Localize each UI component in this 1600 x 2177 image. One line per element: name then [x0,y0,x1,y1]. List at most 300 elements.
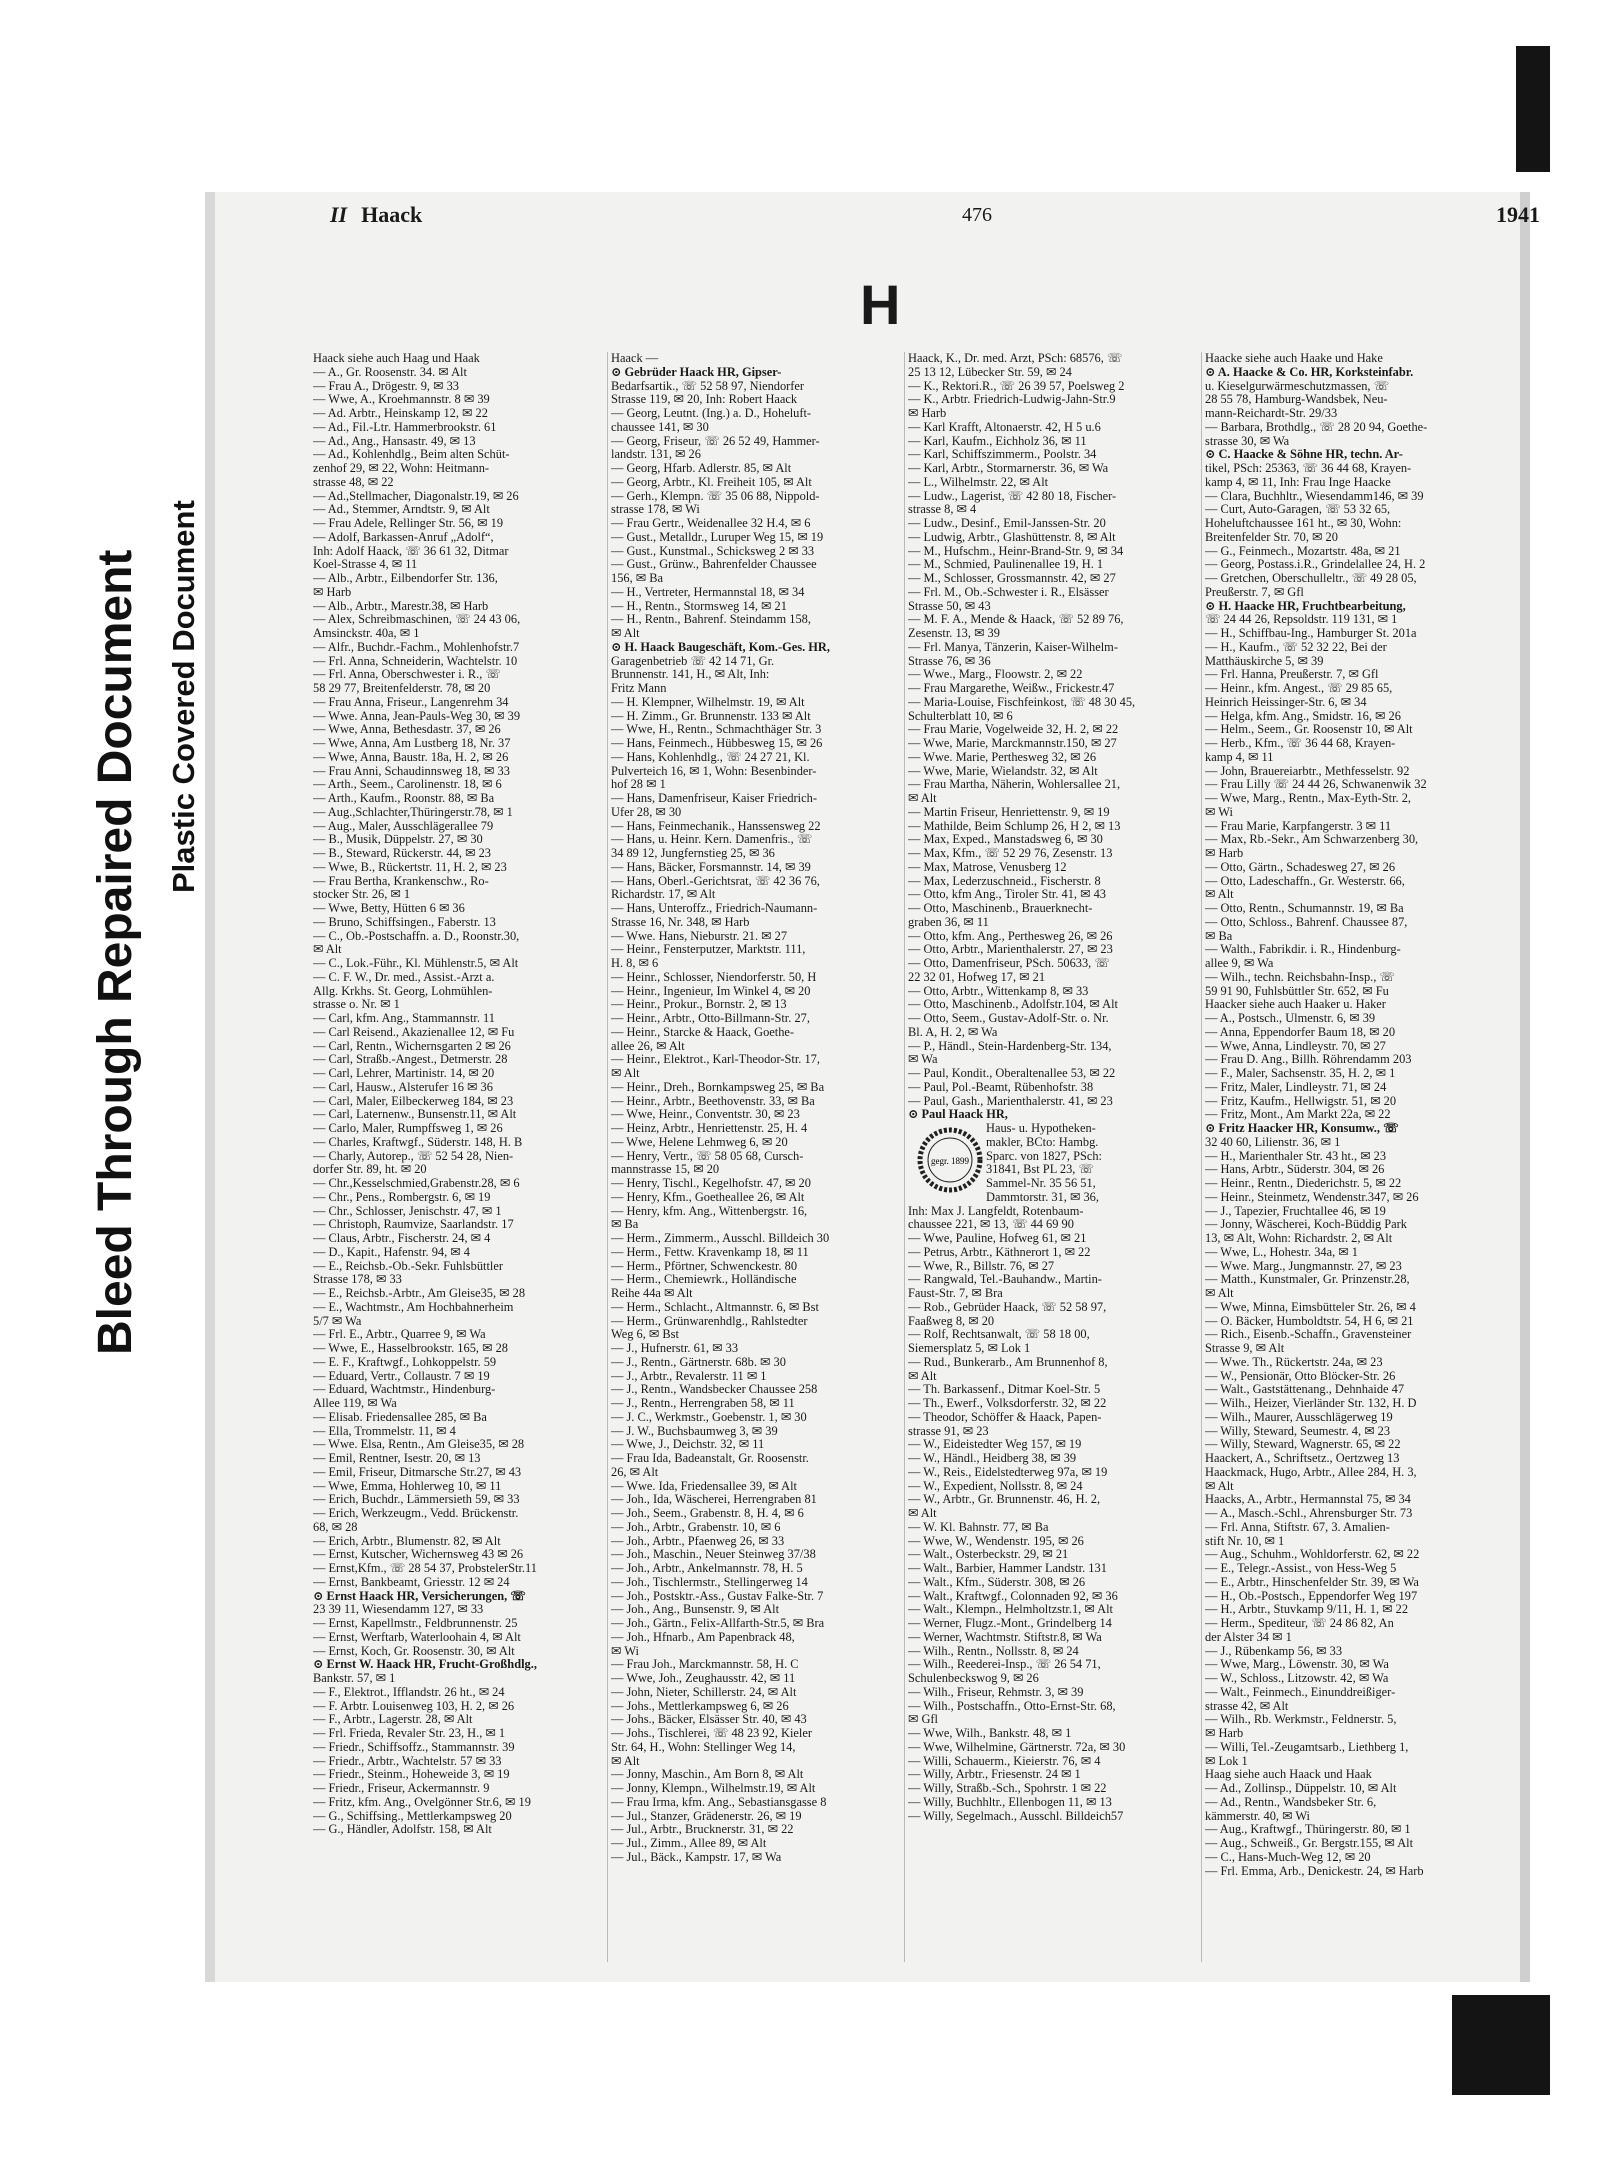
directory-entry-line: ⊙ Fritz Haacker HR, Konsumw., ☏ [1205,1122,1399,1135]
directory-entry-line: — Martin Friseur, Henriettenstr. 9, ✉ 19 [908,805,1110,819]
page-header [330,192,1540,236]
directory-entry-line: tikel, PSch: 25363, ☏ 36 44 68, Krayen- [1205,462,1412,475]
directory-entry-line: — Christoph, Raumvize, Saarlandstr. 17 [313,1218,514,1232]
directory-entry-line: 26, ✉ Alt [611,1465,659,1479]
section-letter: H [860,273,901,336]
directory-entry-line: ✉ Alt [908,1507,937,1520]
directory-entry-line: — Otto, Rentn., Schumannstr. 19, ✉ Ba [1205,902,1404,915]
directory-entry-line: — Max, Lederzuschneid., Fischerstr. 8 [908,874,1101,888]
directory-entry-line: — Aug., Schweiß., Gr. Bergstr.155, ✉ Alt [1205,1837,1414,1850]
directory-entry-line: Bankstr. 57, ✉ 1 [313,1672,396,1685]
directory-entry-line: — Walt., Klempn., Helmholtzstr.1, ✉ Alt [908,1603,1113,1617]
directory-entry-line: ✉ Alt [1205,1287,1234,1300]
directory-entry-line: — Carl, Straßb.-Angest., Detmerstr. 28 [313,1053,508,1067]
directory-entry-line: — Joh., Maschin., Neuer Steinweg 37/38 [611,1548,816,1562]
directory-entry-line: — J., Rentn., Wandsbecker Chaussee 258 [611,1383,818,1397]
directory-entry-line: ✉ Wa [908,1053,938,1067]
directory-entry-line: — Frau Martha, Näherin, Wohlersallee 21, [908,778,1121,792]
directory-entry-line: — Willi, Schauerm., Kieierstr. 76, ✉ 4 [908,1754,1101,1768]
directory-entry-line: — Herm., Pförtner, Schwenckestr. 80 [611,1259,798,1273]
directory-entry-line: Haack siehe auch Haag und Haak [313,352,480,365]
directory-entry-line: — Eduard, Vertr., Collaustr. 7 ✉ 19 [313,1369,490,1383]
directory-entry-line: stift Nr. 10, ✉ 1 [1205,1534,1285,1548]
directory-entry-line: — Barbara, Brothdlg., ☏ 28 20 94, Goethe- [1205,420,1428,434]
directory-entry-line: — C., Hans-Much-Weg 12, ✉ 20 [1205,1850,1371,1864]
directory-entry-line: mannstrasse 15, ✉ 20 [611,1163,720,1177]
directory-entry-line: dorfer Str. 89, ht. ✉ 20 [313,1163,427,1177]
directory-entry-line: — Wwe. Hans, Nieburstr. 21. ✉ 27 [611,929,788,943]
directory-entry-line: Schulterblatt 10, ✉ 6 [908,709,1013,723]
directory-entry-line: — Max, Matrose, Venusberg 12 [908,860,1067,874]
directory-entry-line: — Claus, Arbtr., Fischerstr. 24, ✉ 4 [313,1232,491,1245]
directory-entry-line: ✉ Harb [313,585,352,599]
directory-entry-line: 22 32 01, Hofweg 17, ✉ 21 [908,970,1046,984]
directory-entry-line: — H., Rentn., Bahrenf. Steindamm 158, [611,613,811,627]
directory-entry-line: — Wilh., Postschaffn., Otto-Ernst-Str. 68, [908,1699,1116,1713]
directory-entry-line: — Frau Bertha, Krankenschw., Ro- [313,874,489,888]
directory-entry-line: — Max, Kfm., ☏ 52 29 76, Zesenstr. 13 [908,847,1113,860]
directory-entry-line: — Arth., Kaufm., Roonstr. 88, ✉ Ba [313,792,495,805]
directory-entry-line: — Alb., Arbtr., Marestr.38, ✉ Harb [313,599,489,613]
directory-entry-line: — Walt., Kfm., Süderstr. 308, ✉ 26 [908,1575,1086,1589]
directory-entry-line: Koel-Strasse 4, ✉ 11 [313,558,418,572]
directory-entry-line: — P., Händl., Stein-Hardenberg-Str. 134, [908,1039,1112,1053]
directory-entry-line: ✉ Harb [1205,847,1244,860]
directory-entry-line: — A., Postsch., Ulmenstr. 6, ✉ 39 [1205,1012,1376,1025]
directory-column-1 [310,352,607,1962]
directory-entry-line: kämmerstr. 40, ✉ Wi [1205,1809,1310,1823]
directory-entry-line: — Henry, Vertr., ☏ 58 05 68, Cursch- [611,1149,804,1163]
directory-entry-line: — Rud., Bunkerarb., Am Brunnenhof 8, [908,1355,1108,1369]
directory-entry-line: — Erich, Arbtr., Blumenstr. 82, ✉ Alt [313,1534,501,1548]
directory-entry-line: — Emil, Friseur, Ditmarsche Str.27, ✉ 43 [313,1465,522,1479]
directory-entry-line: — Aug., Maler, Ausschlägerallee 79 [313,819,494,833]
directory-entry-line: — Ad., Kohlenhdlg., Beim alten Schüt- [313,448,510,462]
directory-entry-line: — Joh., Ang., Bunsenstr. 9, ✉ Alt [611,1603,780,1617]
directory-entry-line: — Frl. Anna, Schneiderin, Wachtelstr. 10 [313,654,518,668]
directory-entry-line: — Fritz, kfm. Ang., Ovelgönner Str.6, ✉ 19 [313,1795,531,1809]
directory-page [215,192,1540,1982]
directory-entry-line: Bl. A, H. 2, ✉ Wa [908,1025,998,1039]
directory-entry-line: 5/7 ✉ Wa [313,1314,362,1328]
directory-entry-line: Haacks, A., Arbtr., Hermannstal 75, ✉ 34 [1205,1493,1411,1507]
directory-entry-line: — H., Arbtr., Stuvkamp 9/11, H. 1, ✉ 22 [1205,1603,1409,1617]
directory-entry-line: — Anna, Eppendorfer Baum 18, ✉ 20 [1205,1025,1396,1039]
directory-entry-line: — Heinr., Dreh., Bornkampsweg 25, ✉ Ba [611,1080,825,1094]
directory-entry-line: — Willy, Steward, Wagnerstr. 65, ✉ 22 [1205,1438,1401,1452]
directory-entry-line: — Wwe, Marg., Löwenstr. 30, ✉ Wa [1205,1658,1389,1672]
directory-entry-line: — H., Ob.-Postsch., Eppendorfer Weg 197 [1205,1589,1418,1603]
directory-entry-line: — Frl. Hanna, Preußerstr. 7, ✉ Gfl [1205,668,1379,682]
directory-entry-line: — Otto, Arbtr., Wittenkamp 8, ✉ 33 [908,984,1089,998]
directory-entry-line: — Walt., Osterbeckstr. 29, ✉ 21 [908,1548,1069,1562]
page-number: 476 [962,204,992,226]
directory-entry-line: ⊙ Gebrüder Haack HR, Gipser- [611,365,782,379]
directory-entry-line: — W., Pensionär, Otto Blöcker-Str. 26 [1205,1369,1396,1383]
directory-entry-line: — M., Schmied, Paulinenallee 19, H. 1 [908,558,1104,572]
directory-entry-line: — Otto, Maschinenb., Adolfstr.104, ✉ Alt [908,998,1119,1012]
directory-entry-line: ✉ Alt [1205,888,1234,902]
directory-entry-line: — Frl. Manya, Tänzerin, Kaiser-Wilhelm- [908,640,1118,654]
directory-entry-line: kamp 4, ✉ 11, Inh: Frau Inge Haacke [1205,475,1391,489]
directory-entry-line: — E., Telegr.-Assist., von Hess-Weg 5 [1205,1562,1397,1575]
directory-entry-line: 59 91 90, Fuhlsbüttler Str. 652, ✉ Fu [1205,984,1389,998]
directory-entry-line: — Wwe, R., Billstr. 76, ✉ 27 [908,1259,1055,1273]
directory-entry-line: — John, Nieter, Schillerstr. 24, ✉ Alt [611,1685,797,1699]
directory-entry-line: — Wwe, L., Hohestr. 34a, ✉ 1 [1205,1245,1358,1259]
directory-entry-line: — E., Wachtmstr., Am Hochbahnerheim [313,1300,514,1314]
directory-entry-line: — Werner, Flugz.-Mont., Grindelberg 14 [908,1617,1112,1630]
directory-entry-line: — Willi, Tel.-Zeugamtsarb., Liethberg 1, [1205,1740,1409,1754]
directory-entry-line: ✉ Ba [611,1218,639,1232]
directory-entry-line: — Wwe, Wilhelmine, Gärtnerstr. 72a, ✉ 30 [908,1740,1126,1754]
directory-entry-line: der Alster 34 ✉ 1 [1205,1630,1292,1644]
directory-entry-line: — Carl, Maler, Eilbeckerweg 184, ✉ 23 [313,1094,514,1108]
directory-entry-line: — E., Reichsb.-Arbtr., Am Gleise35, ✉ 28 [313,1287,526,1300]
plastic-covered-label: Plastic Covered Document [166,500,201,893]
directory-entry-line: — Hans, Feinmech., Hübbesweg 15, ✉ 26 [611,737,823,750]
directory-entry-line: — H., Rentn., Stormsweg 14, ✉ 21 [611,599,787,613]
directory-entry-line: — G., Schiffsing., Mettlerkampsweg 20 [313,1809,512,1823]
directory-entry-line: — Wwe, Heinr., Conventstr. 30, ✉ 23 [611,1108,800,1122]
directory-entry-line: — Herm., Spediteur, ☏ 24 86 82, An [1205,1617,1394,1630]
directory-entry-line: Schulenbeckswog 9, ✉ 26 [908,1672,1039,1685]
directory-entry-line: Breitenfelder Str. 70, ✉ 20 [1205,530,1338,544]
directory-entry-line: — Joh., Postsktr.-Ass., Gustav Falke-Str. 7 [611,1589,824,1603]
directory-entry-line: Faaßweg 8, ✉ 20 [908,1314,995,1328]
directory-entry-line: Haus- u. Hypotheken- [986,1122,1096,1135]
directory-entry-line: — F., Arbtr., Lagerstr. 28, ✉ Alt [313,1713,473,1727]
directory-entry-line: — Frau Irma, kfm. Ang., Sebastiansgasse 8 [611,1795,827,1809]
scan-black-bar-bottom [1452,1995,1550,2095]
directory-entry-line: — Emil, Rentner, Isestr. 20, ✉ 13 [313,1452,481,1465]
directory-entry-line: — Joh., Arbtr., Ankelmannstr. 78, H. 5 [611,1562,803,1575]
directory-entry-line: — Wilh., Rentn., Nollsstr. 8, ✉ 24 [908,1644,1079,1658]
directory-entry-line: — F. Arbtr. Louisenweg 103, H. 2, ✉ 26 [313,1699,515,1713]
directory-entry-line: Allee 119, ✉ Wa [313,1397,397,1410]
directory-entry-line: — H., Kaufm., ☏ 52 32 22, Bei der [1205,640,1387,654]
directory-entry-line: — Hans, Arbtr., Süderstr. 304, ✉ 26 [1205,1163,1385,1177]
directory-entry-line: — Frl. Frieda, Revaler Str. 23, H., ✉ 1 [313,1727,506,1740]
directory-entry-line: — Wwe, Marie, Wielandstr. 32, ✉ Alt [908,764,1098,778]
directory-entry-line: — Wwe, A., Kroehmannstr. 8 ✉ 39 [313,393,490,407]
directory-column-3 [904,352,1201,1962]
directory-entry-line: — Wwe, Pauline, Hofweg 61, ✉ 21 [908,1232,1087,1245]
directory-entry-line: — Otto, kfm. Ang., Perthesweg 26, ✉ 26 [908,929,1113,943]
directory-entry-line: — Jonny, Klempn., Wilhelmstr.19, ✉ Alt [611,1782,816,1795]
directory-entry-line: — H., Vertreter, Hermannstal 18, ✉ 34 [611,585,805,599]
directory-entry-line: — Clara, Buchhltr., Wiesendamm146, ✉ 39 [1205,489,1424,503]
directory-entry-line: — Ludw., Lagerist, ☏ 42 80 18, Fischer- [908,489,1117,503]
directory-entry-line: — Gretchen, Oberschulleltr., ☏ 49 28 05, [1205,572,1417,585]
directory-entry-line: — E., Arbtr., Hinschenfelder Str. 39, ✉ Wa [1205,1575,1419,1589]
directory-entry-line: — Herm., Schlacht., Altmannstr. 6, ✉ Bst [611,1300,819,1314]
directory-entry-line: Strasse 9, ✉ Alt [1205,1342,1285,1355]
directory-entry-line: allee 26, ✉ Alt [611,1039,685,1053]
directory-entry-line: — J., Rentn., Herrengraben 58, ✉ 11 [611,1397,795,1410]
directory-entry-line: Strasse 76, ✉ 36 [908,654,991,668]
directory-entry-line: Amsinckstr. 40a, ✉ 1 [313,627,420,640]
directory-entry-line: — K., Rektori.R., ☏ 26 39 57, Poelsweg 2 [908,379,1125,393]
directory-entry-line: zenhof 29, ✉ 22, Wohn: Heitmann- [313,462,490,475]
directory-entry-line: — Hans, Feinmechanik., Hanssensweg 22 [611,819,821,833]
directory-entry-line: ⊙ C. Haacke & Söhne HR, techn. Ar- [1205,448,1403,462]
directory-entry-line: — Walth., Fabrikdir. i. R., Hindenburg- [1205,943,1401,957]
directory-entry-line: chaussee 141, ✉ 30 [611,420,709,434]
directory-entry-line: 13, ✉ Alt, Wohn: Richardstr. 2, ✉ Alt [1205,1232,1393,1245]
directory-entry-line: — Otto, Damenfriseur, PSch. 50633, ☏ [908,957,1110,970]
directory-entry-line: — H., Schiffbau-Ing., Hamburger St. 201a [1205,627,1417,640]
directory-entry-line: — F., Maler, Sachsenstr. 35, H. 2, ✉ 1 [1205,1067,1396,1080]
directory-entry-line: — Georg, Leutnt. (Ing.) a. D., Hoheluft- [611,407,812,420]
directory-entry-line: — Johs., Tischlerei, ☏ 48 23 92, Kieler [611,1727,813,1740]
directory-entry-line: — Ad., Ang., Hansastr. 49, ✉ 13 [313,434,476,448]
directory-entry-line: — John, Brauereiarbtr., Methfesselstr. 92 [1205,764,1410,778]
directory-entry-line: Garagenbetrieb ☏ 42 14 71, Gr. [611,654,775,668]
directory-entry-line: Fritz Mann [611,682,667,695]
directory-entry-line: — Otto, Schloss., Bahrenf. Chaussee 87, [1205,915,1408,929]
directory-entry-line: — Frl. M., Ob.-Schwester i. R., Elsässer [908,585,1109,599]
directory-entry-line: ✉ Wi [1205,805,1233,819]
directory-entry-line: — Karl, Arbtr., Stormarnerstr. 36, ✉ Wa [908,462,1109,475]
directory-entry-line: — Georg, Hfarb. Adlerstr. 85, ✉ Alt [611,462,792,475]
directory-entry-line: Richardstr. 17, ✉ Alt [611,888,716,902]
directory-entry-line: — Carl, Rentn., Wichernsgarten 2 ✉ 26 [313,1039,511,1053]
page-year: 1941 [1496,202,1540,227]
directory-entry-line: — Max, Rb.-Sekr., Am Schwarzenberg 30, [1205,833,1419,847]
directory-entry-line: hof 28 ✉ 1 [611,778,666,792]
directory-entry-line: — Chr., Pens., Rombergstr. 6, ✉ 19 [313,1190,491,1204]
directory-entry-line: Inh: Adolf Haack, ☏ 36 61 32, Ditmar [313,544,509,558]
directory-entry-line: Bedarfsartik., ☏ 52 58 97, Niendorfer [611,379,805,393]
directory-entry-line: — W., Reis., Eidelstedterweg 97a, ✉ 19 [908,1465,1108,1479]
directory-entry-line: — Frau Ida, Badeanstalt, Gr. Roosenstr. [611,1452,809,1465]
directory-entry-line: — Frau A., Drögestr. 9, ✉ 33 [313,379,459,393]
directory-entry-line: u. Kieselgurwärmeschutzmassen, ☏ [1205,379,1390,393]
directory-entry-line: — Georg, Postass.i.R., Grindelallee 24, H. 2 [1205,558,1426,572]
directory-entry-line: — Wwe, Helene Lehmweg 6, ✉ 20 [611,1135,788,1149]
directory-entry-line: — Wwe, W., Wendenstr. 195, ✉ 26 [908,1534,1084,1548]
directory-entry-line: — Karl Krafft, Altonaerstr. 42, H 5 u.6 [908,420,1101,434]
directory-entry-line: — Frau Anna, Friseur., Langenrehm 34 [313,695,509,709]
directory-entry-line: — Wwe, H., Rentn., Schmachthäger Str. 3 [611,723,822,737]
directory-entry-line: — Joh., Seem., Grabenstr. 8, H. 4, ✉ 6 [611,1507,804,1520]
directory-entry-line: ✉ Alt [611,627,640,640]
directory-entry-line: — Elisab. Friedensallee 285, ✉ Ba [313,1410,487,1424]
directory-entry-line: — Herm., Chemiewrk., Holländische [611,1273,797,1287]
directory-entry-line: — Wwe, B., Rückertstr. 11, H. 2, ✉ 23 [313,860,507,874]
directory-entry-line: — Willy, Buchhltr., Ellenbogen 11, ✉ 13 [908,1795,1112,1809]
directory-entry-line: — Aug., Kraftwgf., Thüringerstr. 80, ✉ 1 [1205,1823,1411,1837]
directory-entry-line: — W., Expedient, Nollsstr. 8, ✉ 24 [908,1479,1083,1493]
directory-entry-line: — Heinr., Starcke & Haack, Goethe- [611,1025,795,1039]
directory-entry-line: — Wwe, Minna, Eimsbütteler Str. 26, ✉ 4 [1205,1300,1416,1314]
directory-entry-line: — E., Reichsb.-Ob.-Sekr. Fuhlsbüttler [313,1259,503,1273]
directory-entry-line: — Jonny, Maschin., Am Born 8, ✉ Alt [611,1768,804,1782]
directory-entry-line: — Paul, Kondit., Oberaltenallee 53, ✉ 22 [908,1067,1116,1080]
directory-entry-line: — Frau Adele, Rellinger Str. 56, ✉ 19 [313,517,504,530]
directory-entry-line: 28 55 78, Hamburg-Wandsbek, Neu- [1205,393,1388,407]
directory-entry-line: — Jul., Zimm., Allee 89, ✉ Alt [611,1837,767,1850]
volume-number: II [330,202,348,227]
directory-entry-line: — Wwe, Anna, Lindleystr. 70, ✉ 27 [1205,1039,1386,1053]
directory-entry-line: — Henry, Kfm., Goetheallee 26, ✉ Alt [611,1190,805,1204]
directory-entry-line: — Wwe, J., Deichstr. 32, ✉ 11 [611,1438,765,1452]
directory-entry-line: H. 8, ✉ 6 [611,957,659,970]
directory-entry-line: — J. W., Buchsbaumweg 3, ✉ 39 [611,1424,778,1438]
directory-entry-line: — Hans, Unteroffz., Friedrich-Naumann- [611,902,818,915]
directory-entry-line: — Frau Anni, Schaudinnsweg 18, ✉ 33 [313,764,510,778]
directory-entry-line: ✉ Lok 1 [1205,1754,1248,1768]
directory-entry-line: — G., Händler, Adolfstr. 158, ✉ Alt [313,1823,492,1837]
directory-entry-line: — Ludwig, Arbtr., Glashüttenstr. 8, ✉ Alt [908,530,1116,544]
directory-entry-line: — Ella, Trommelstr. 11, ✉ 4 [313,1424,456,1438]
directory-entry-line: — Otto, kfm Ang., Tiroler Str. 41, ✉ 43 [908,888,1106,902]
directory-entry-line: — Wwe, Marie, Marckmannstr.150, ✉ 27 [908,737,1117,750]
directory-entry-line: Inh: Max J. Langfeldt, Rotenbaum- [908,1204,1084,1218]
directory-entry-line: 68, ✉ 28 [313,1520,358,1534]
directory-entry-line: — Charly, Autorep., ☏ 52 54 28, Nien- [313,1149,514,1163]
directory-entry-line: — C., Ob.-Postschaffn. a. D., Roonstr.30, [313,929,520,943]
directory-entry-line: — M. F. A., Mende & Haack, ☏ 52 89 76, [908,613,1124,627]
directory-entry-line: — M., Schlosser, Grossmannstr. 42, ✉ 27 [908,572,1116,585]
directory-entry-line: — Jul., Arbtr., Brucknerstr. 31, ✉ 22 [611,1823,794,1837]
directory-entry-line: — Ad. Arbtr., Heinskamp 12, ✉ 22 [313,407,488,420]
directory-entry-line: — Rangwald, Tel.-Bauhandw., Martin- [908,1273,1102,1287]
directory-entry-line: ✉ Alt [908,1369,937,1383]
directory-entry-line: — Heinr., Ingenieur, Im Winkel 4, ✉ 20 [611,984,811,998]
directory-entry-line: — H. Klempner, Wilhelmstr. 19, ✉ Alt [611,695,805,709]
directory-entry-line: — Jonny, Wäscherei, Koch-Büddig Park [1205,1218,1407,1232]
directory-entry-line: — Heinr., Rentn., Diederichstr. 5, ✉ 22 [1205,1177,1402,1190]
directory-entry-line: — Otto, Ladeschaffn., Gr. Westerstr. 66, [1205,874,1405,888]
directory-entry-line: — Carl, Laternenw., Bunsenstr.11, ✉ Alt [313,1108,517,1122]
directory-entry-line: Reihe 44a ✉ Alt [611,1287,693,1300]
directory-entry-line: — J. C., Werkmstr., Goebenstr. 1, ✉ 30 [611,1410,807,1424]
directory-entry-line: — Carl Reisend., Akazienallee 12, ✉ Fu [313,1025,515,1039]
directory-entry-line: ✉ Alt [611,1754,640,1768]
directory-entry-line: — Frl. E., Arbtr., Quarree 9, ✉ Wa [313,1328,486,1342]
directory-entry-line: Sparc. von 1827, PSch: [986,1149,1102,1163]
directory-entry-line: Weg 6, ✉ Bst [611,1328,679,1342]
directory-entry-line: landstr. 131, ✉ 26 [611,448,701,462]
seal-text: gegr. 1899 [931,1156,969,1166]
directory-entry-line: — Wwe, Marg., Rentn., Max-Eyth-Str. 2, [1205,792,1412,805]
directory-entry-line: — W. Kl. Bahnstr. 77, ✉ Ba [908,1520,1049,1534]
directory-entry-line: Heinrich Heissinger-Str. 6, ✉ 34 [1205,695,1367,709]
directory-entry-line: — Walt., Kraftwgf., Colonnaden 92, ✉ 36 [908,1589,1118,1603]
directory-entry-line: — Chr., Schlosser, Jenischstr. 47, ✉ 1 [313,1204,502,1218]
directory-entry-line: ⊙ A. Haacke & Co. HR, Korksteinfabr. [1205,365,1414,379]
directory-entry-line: — A., Masch.-Schl., Ahrensburger Str. 73 [1205,1507,1413,1520]
directory-entry-line: Matthäuskirche 5, ✉ 39 [1205,654,1324,668]
directory-entry-line: — Adolf, Barkassen-Anruf „Adolf“, [313,530,494,544]
directory-entry-line: — Wwe, E., Hasselbrookstr. 165, ✉ 28 [313,1342,508,1355]
directory-entry-line: — Petrus, Arbtr., Käthnerort 1, ✉ 22 [908,1245,1091,1259]
directory-entry-line: — Otto, Seem., Gustav-Adolf-Str. o. Nr. [908,1012,1109,1025]
directory-entry-line: Dammtorstr. 31, ✉ 36, [986,1190,1099,1204]
directory-entry-line: — Heinr., Steinmetz, Wendenstr.347, ✉ 26 [1205,1190,1419,1204]
directory-entry-line: ✉ Alt [313,943,342,957]
directory-entry-line: Allg. Krkhs. St. Georg, Lohmühlen- [313,984,493,998]
directory-entry-line: — Ernst, Werftarb, Waterloohain 4, ✉ Alt [313,1630,521,1644]
directory-entry-line: — Th., Ewerf., Volksdorferstr. 32, ✉ 22 [908,1397,1107,1410]
directory-entry-line: — W., Schloss., Litzowstr. 42, ✉ Wa [1205,1672,1389,1685]
directory-entry-line: 25 13 12, Lübecker Str. 59, ✉ 24 [908,365,1072,379]
directory-entry-line: — Wilh., Heizer, Vierländer Str. 132, H. D [1205,1397,1417,1410]
directory-entry-line: — Wwe. Elsa, Rentn., Am Gleise35, ✉ 28 [313,1438,525,1452]
directory-entry-line: — Curt, Auto-Garagen, ☏ 53 32 65, [1205,503,1391,517]
directory-entry-line: — Frl. Anna, Oberschwester i. R., ☏ [313,668,501,682]
directory-entry-line: — Heinr., Elektrot., Karl-Theodor-Str. 17, [611,1053,820,1067]
directory-entry-line: Faust-Str. 7, ✉ Bra [908,1287,1003,1300]
directory-entry-line: — Aug.,Schlachter,Thüringerstr.78, ✉ 1 [313,805,513,819]
directory-entry-line: — Friedr., Arbtr., Wachtelstr. 57 ✉ 33 [313,1754,502,1768]
directory-entry-line: chaussee 221, ✉ 13, ☏ 44 69 90 [908,1218,1074,1232]
directory-column-2 [607,352,904,1962]
directory-entry-line: — Henry, Tischl., Kegelhofstr. 47, ✉ 20 [611,1177,811,1190]
directory-entry-line: ✉ Alt [1205,1479,1234,1493]
directory-entry-line: — Frau Lilly ☏ 24 44 26, Schwanenwik 32 [1205,778,1427,792]
directory-entry-line: — Georg, Friseur, ☏ 26 52 49, Hammer- [611,434,820,448]
directory-entry-line: strasse 30, ✉ Wa [1205,434,1290,448]
directory-entry-line: — Walt., Feinmech., Einunddreißiger- [1205,1685,1396,1699]
directory-entry-line: — Mathilde, Beim Schlump 26, H 2, ✉ 13 [908,819,1121,833]
directory-entry-line: — Joh., Ida, Wäscherei, Herrengraben 81 [611,1493,817,1507]
directory-entry-line: — Rich., Eisenb.-Schaffn., Gravensteiner [1205,1328,1412,1342]
directory-entry-line: Haack — [611,352,659,365]
directory-entry-line: — Friedr., Steinm., Hoheweide 3, ✉ 19 [313,1768,510,1782]
directory-entry-line: — Wwe. Th., Rückertstr. 24a, ✉ 23 [1205,1355,1383,1369]
directory-entry-line: ✉ Harb [908,407,947,420]
directory-entry-line: 156, ✉ Ba [611,572,664,585]
directory-entry-line: Strasse 119, ✉ 20, Inh: Robert Haack [611,393,798,407]
directory-entry-line: ✉ Harb [1205,1727,1244,1740]
directory-entry-line: — Walt., Gaststättenang., Dehnhaide 47 [1205,1383,1405,1397]
directory-entry-line: — Herm., Fettw. Kravenkamp 18, ✉ 11 [611,1245,809,1259]
directory-entry-line: — Wilh., Friseur, Rehmstr. 3, ✉ 39 [908,1685,1084,1699]
directory-entry-line: Pulverteich 16, ✉ 1, Wohn: Besenbinder- [611,764,817,778]
directory-entry-line: Preußerstr. 7, ✉ Gfl [1205,585,1304,599]
directory-entry-line: — Max, Exped., Manstadsweg 6, ✉ 30 [908,833,1103,847]
page-binding-edge [205,200,215,1980]
directory-entry-line: — Herb., Kfm., ☏ 36 44 68, Krayen- [1205,737,1396,750]
directory-entry-line: — Paul, Pol.-Beamt, Rübenhofstr. 38 [908,1080,1094,1094]
page-fore-edge [1520,200,1530,1980]
directory-entry-line: — Frl. Emma, Arb., Denickestr. 24, ✉ Harb [1205,1864,1424,1878]
directory-entry-line: — Wilh., Maurer, Ausschlägerweg 19 [1205,1410,1393,1424]
directory-entry-line: — J., Rübenkamp 56, ✉ 33 [1205,1644,1343,1658]
directory-entry-line: strasse 42, ✉ Alt [1205,1699,1289,1713]
directory-entry-line: — Ad., Fil.-Ltr. Hammerbrookstr. 61 [313,420,497,434]
directory-entry-line: — Wwe. Marg., Jungmannstr. 27, ✉ 23 [1205,1259,1402,1273]
directory-entry-line: — Frau Margarethe, Weißw., Frickestr.47 [908,682,1115,695]
directory-entry-line: Sammel-Nr. 35 56 51, [986,1177,1096,1190]
directory-entry-line: — J., Hufnerstr. 61, ✉ 33 [611,1342,739,1355]
directory-entry-line: — Alex, Schreibmaschinen, ☏ 24 43 06, [313,613,521,627]
directory-entry-line: Siemersplatz 5, ✉ Lok 1 [908,1342,1031,1355]
founding-seal-wreath [914,1124,986,1196]
directory-entry-line: — Bruno, Schiffsingen., Faberstr. 13 [313,915,496,929]
directory-entry-line: Strasse 16, Nr. 348, ✉ Harb [611,915,750,929]
directory-entry-line: — Wwe, Anna, Bethesdastr. 37, ✉ 26 [313,723,501,737]
directory-entry-line: strasse 8, ✉ 4 [908,503,977,517]
directory-entry-line: — Frau D. Ang., Billh. Röhrendamm 203 [1205,1053,1412,1067]
directory-entry-line: — Heinz, Arbtr., Henriettenstr. 25, H. 4 [611,1122,808,1135]
directory-entry-line: — Georg, Arbtr., Kl. Freiheit 105, ✉ Alt [611,475,812,489]
directory-entry-line: ⊙ Paul Haack HR, [908,1108,1008,1122]
directory-entry-line: — Karl, Schiffszimmerm., Poolstr. 34 [908,448,1097,462]
